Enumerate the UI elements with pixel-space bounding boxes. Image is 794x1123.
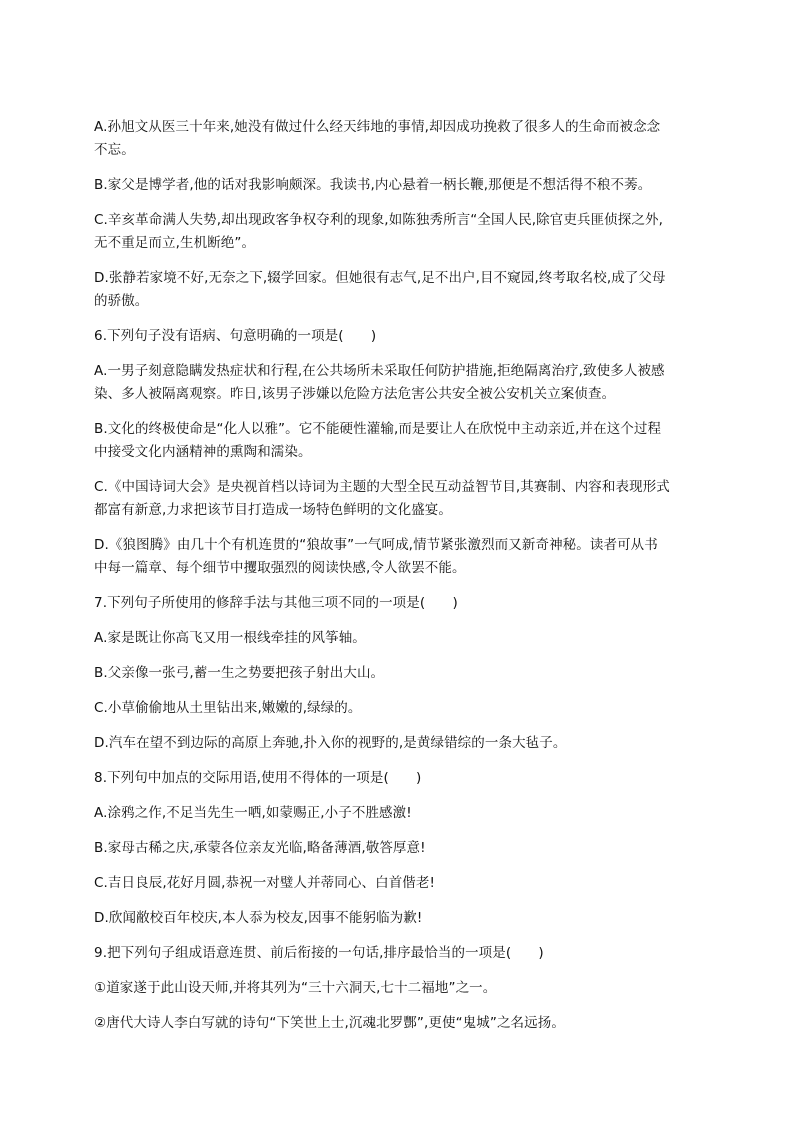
q6-option-a-line-2: 染、多人被隔离观察。昨日,该男子涉嫌以危险方法危害公共安全被公安机关立案侦查。 — [94, 386, 616, 402]
q8-option-a: A.涂鸦之作,不足当先生一哂,如蒙赐正,小子不胜感激! — [94, 805, 412, 821]
q6-option-c-line-2: 都富有新意,力求把该节目打造成一场特色鲜明的文化盛宴。 — [94, 502, 452, 518]
question-7-stem: 7.下列句子所使用的修辞手法与其他三项不同的一项是( ) — [94, 595, 458, 611]
q6-option-a-line-1: A.一男子刻意隐瞒发热症状和行程,在公共场所未采取任何防护措施,拒绝隔离治疗,致使多人被感 — [94, 363, 665, 379]
option-c-line-2: 无不重足而立,生机断绝”。 — [94, 235, 256, 251]
q8-option-d: D.欣闻敝校百年校庆,本人忝为校友,因事不能躬临为歉! — [94, 910, 423, 926]
q7-option-c: C.小草偷偷地从土里钻出来,嫩嫩的,绿绿的。 — [94, 700, 362, 716]
q6-option-d-line-1: D.《狼图腾》由几十个有机连贯的“狼故事”一气呵成,情节紧张激烈而又新奇神秘。读者可从书 — [94, 537, 658, 553]
q6-option-c-line-1: C.《中国诗词大会》是央视首档以诗词为主题的大型全民互动益智节目,其赛制、内容和表现形式 — [94, 479, 670, 495]
option-d-line-1: D.张静若家境不好,无奈之下,辍学回家。但她很有志气,足不出户,目不窥园,终考取名校,成了父母 — [94, 270, 666, 286]
q6-option-d-line-2: 中每一篇章、每个细节中攫取强烈的阅读快感,令人欲罢不能。 — [94, 560, 466, 576]
q9-sentence-1: ①道家遂于此山设天师,并将其列为“三十六洞天,七十二福地”之一。 — [94, 980, 497, 996]
option-a-line-2: 不忘。 — [94, 142, 135, 158]
question-9-stem: 9.把下列句子组成语意连贯、前后衔接的一句话,排序最恰当的一项是( ) — [94, 945, 544, 961]
option-c-line-1: C.辛亥革命满人失势,却出现政客争权夺利的现象,如陈独秀所言“全国人民,除官吏兵匪侦探之外, — [94, 212, 663, 228]
q8-option-b: B.家母古稀之庆,承蒙各位亲友光临,略备薄酒,敬答厚意! — [94, 840, 426, 856]
option-a-line-1: A.孙旭文从医三十年来,她没有做过什么经天纬地的事情,却因成功挽救了很多人的生命而被念念 — [94, 119, 661, 135]
q7-option-a: A.家是既让你高飞又用一根线牵挂的风筝轴。 — [94, 630, 366, 646]
q9-sentence-2: ②唐代大诗人李白写就的诗句“下笑世上士,沉魂北罗酆”,更使“鬼城”之名远扬。 — [94, 1015, 565, 1031]
question-8-stem: 8.下列句中加点的交际用语,使用不得体的一项是( ) — [94, 770, 422, 786]
q6-option-b-line-1: B.文化的终极使命是“化人以雅”。它不能硬性灌输,而是要让人在欣悦中主动亲近,并在这个过程 — [94, 421, 662, 437]
q8-option-c: C.吉日良辰,花好月圆,恭祝一对璧人并蒂同心、白首偕老! — [94, 875, 436, 891]
question-6-stem: 6.下列句子没有语病、句意明确的一项是( ) — [94, 328, 377, 344]
q6-option-b-line-2: 中接受文化内涵精神的熏陶和濡染。 — [94, 444, 312, 460]
q7-option-b: B.父亲像一张弓,蓄一生之势要把孩子射出大山。 — [94, 665, 385, 681]
option-d-line-2: 的骄傲。 — [94, 293, 149, 309]
q7-option-d: D.汽车在望不到边际的高原上奔驰,扑入你的视野的,是黄绿错综的一条大毡子。 — [94, 735, 567, 751]
option-b-line-1: B.家父是博学者,他的话对我影响颇深。我读书,内心悬着一柄长鞭,那便是不想活得不稂不莠。 — [94, 177, 652, 193]
